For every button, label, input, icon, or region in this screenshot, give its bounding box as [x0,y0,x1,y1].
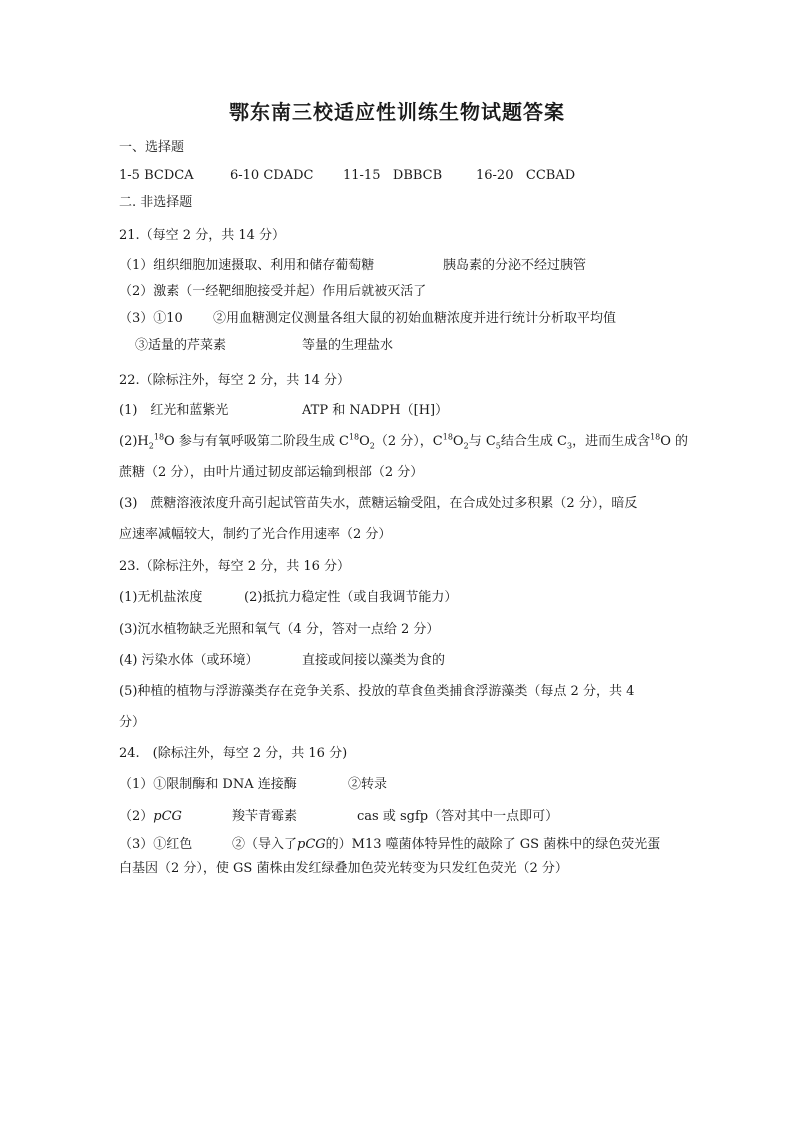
section1-heading: 一、选择题 [119,140,185,155]
q21-line4b: 等量的生理盐水 [302,338,394,353]
q21-line1a: （1）组织细胞加速摄取、利用和储存葡萄糖 [119,258,375,273]
q22-line3: 蔗糖（2 分），由叶片通过韧皮部运输到根部（2 分） [119,465,424,480]
q23-line3b: 直接或间接以藻类为食的 [302,653,446,668]
q24-line1b: ②转录 [348,777,388,792]
q21-line1b: 胰岛素的分泌不经过胰管 [443,258,587,273]
answer-group-16-20: 16-20 CCBAD [476,168,576,183]
q24-line3a: （3）①红色 [119,837,193,852]
q23-line4: (5)种植的植物与浮游藻类存在竞争关系、投放的草食鱼类捕食浮游藻类（每点 2 分，共 4 [119,684,635,699]
q21-line4a: ③适量的芹菜素 [135,338,227,353]
q22-line1a: (1) 红光和蓝紫光 [119,403,229,418]
choice-answers-row [119,167,194,185]
q22-line2: $(2)H_2^{18}O$ 参与有氧呼吸第二阶段生成 $C^{18}O_2(2$ 分），$C^{18}O_2$与 $C_5$结合生成 $C_3$，进而生成含$^{18}$O 的 [119,432,689,451]
q24-line2b: 羧苄青霉素 [232,809,298,824]
q21-line3b: ②用血糖测定仪测量各组大鼠的初始血糖浓度并进行统计分析取平均值 [213,311,617,326]
page-title: 鄂东南三校适应性训练生物试题答案 [229,100,565,124]
q24-line3b: ②（导入了pCG的）M13 噬菌体特异性的敲除了 GS 菌株中的绿色荧光蛋 [232,837,661,852]
q22-line5: 应速率减幅较大，制约了光合作用速率（2 分） [119,527,392,542]
q21-header: 21.（每空 2 分，共 14 分） [119,228,286,243]
q24-line1a: （1）①限制酶和 DNA 连接酶 [119,777,297,792]
q23-line1b: (2)抵抗力稳定性（或自我调节能力） [244,590,458,605]
answer-group-6-10: 6-10 CDADC [230,168,314,183]
q23-line1a: (1)无机盐浓度 [119,590,203,605]
q23-line2: (3)沉水植物缺乏光照和氧气（4 分，答对一点给 2 分） [119,622,440,637]
q22-header: 22.（除标注外，每空 2 分，共 14 分） [119,373,351,388]
q21-line3a: （3）①10 [119,311,183,326]
answer-group-1-5: 1-5 BCDCA [119,168,194,183]
q24-line4: 白基因（2 分），使 GS 菌株由发红绿叠加色荧光转变为只发红色荧光（2 分） [119,861,568,876]
q23-header: 23.（除标注外，每空 2 分，共 16 分） [119,559,351,574]
answer-group-11-15: 11-15 DBBCB [343,168,443,183]
section2-heading: 二. 非选择题 [119,195,193,210]
q22-line4: (3) 蔗糖溶液浓度升高引起试管苗失水，蔗糖运输受阻，在合成处过多积累（2 分），暗反 [119,496,638,511]
q22-line1b: ATP 和 NADPH（[H]） [302,403,449,418]
q21-line2: （2）激素（一经靶细胞接受并起）作用后就被灭活了 [119,284,427,299]
q24-header: 24. (除标注外，每空 2 分，共 16 分) [119,746,348,761]
q23-line5: 分） [119,715,146,730]
q24-line2c: cas 或 sgfp（答对其中一点即可） [357,809,559,824]
q23-line3a: (4) 污染水体（或环境） [119,653,259,668]
q24-line2a: （2）pCG [119,809,182,824]
